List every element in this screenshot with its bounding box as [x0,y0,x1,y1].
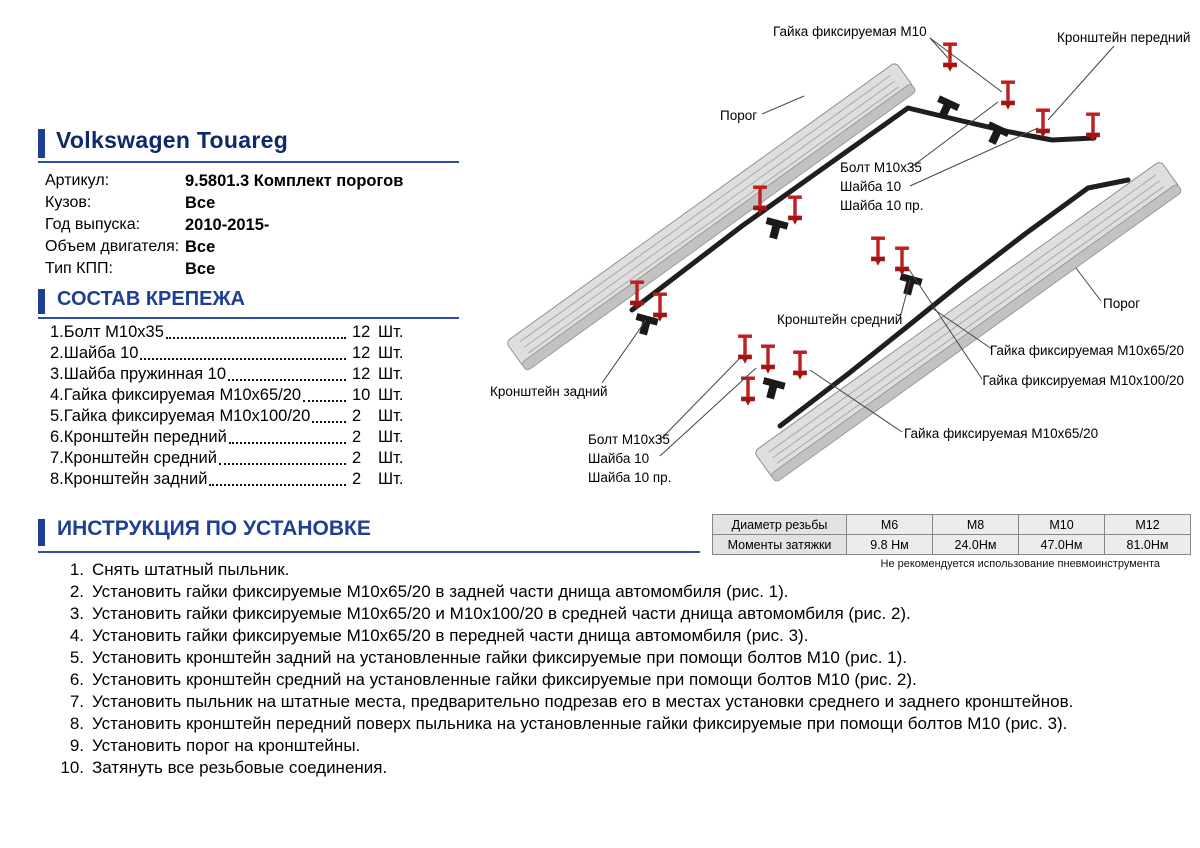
label-bolt-block-bottom [588,430,671,487]
hardware-item-qty: 10 [352,386,371,404]
hardware-item-qty: 12 [352,344,371,362]
label-bracket-rear: Кронштейн задний [490,384,608,399]
hardware-item [50,406,412,427]
step-text: Установить пыльник на штатные места, предварительно подрезав его в местах установки среднего и заднего кронштейнов. [92,692,1074,711]
hardware-item-qty: 12 [352,365,371,383]
hardware-list [50,322,412,490]
step-text: Установить кронштейн средний на установленные гайки фиксируемые при помощи болтов М10 (рис. 2). [92,670,917,689]
info-label: Артикул: [45,172,110,189]
hardware-heading: СОСТАВ КРЕПЕЖА [57,288,245,310]
instructions-heading: ИНСТРУКЦИЯ ПО УСТАНОВКЕ [57,517,371,540]
dot-leader [219,463,346,465]
step-number: 4. [69,626,84,645]
hardware-item-qty: 2 [352,449,362,467]
hardware-item-unit: Шт. [378,449,404,467]
step-number: 2. [69,582,84,601]
hardware-item-name: 8.Кронштейн задний [50,470,208,488]
fixing-clamp-icon [788,197,802,225]
fixing-clamp-icon [1036,110,1050,138]
info-row-gearbox [45,258,465,280]
step-text: Установить гайки фиксируемые М10х65/20 и М10х100/20 в средней части днища автомомбиля (рис. 2). [92,604,911,623]
dot-leader [229,442,346,444]
product-info [45,170,465,280]
step-text: Затянуть все резьбовые соединения. [92,758,388,777]
dot-leader [303,400,346,402]
step-number: 10. [60,758,84,777]
fixing-clamp-icon [741,378,755,406]
mounting-rail-bottom [780,180,1128,426]
torque-cell: 24.0Нм [933,535,1019,555]
fixing-clamp-icon [871,238,885,266]
torque-cell: 81.0Нм [1105,535,1191,555]
instruction-step [58,757,1192,779]
label-bracket-middle: Кронштейн средний [777,312,903,327]
hardware-item [50,469,412,490]
label-bolt-line: Болт М10х35 [588,432,670,447]
hardware-underline [38,317,459,319]
dot-leader [312,421,346,423]
instruction-steps [58,559,1192,779]
step-number: 5. [69,648,84,667]
dot-leader [140,358,346,360]
bracket-icon [759,377,785,401]
label-bolt-line: Болт М10х35 [840,160,922,175]
info-value: 9.5801.3 Комплект порогов [185,171,404,190]
instruction-step [58,625,1192,647]
title-accent-bar [38,129,45,158]
hardware-item-unit: Шт. [378,344,404,362]
instruction-step [58,691,1192,713]
hardware-item [50,448,412,469]
hardware-item-qty: 2 [352,407,362,425]
instruction-step [58,735,1192,757]
step-number: 8. [69,714,84,733]
fixing-clamp-icon [761,346,775,374]
hardware-item-name: 7.Кронштейн средний [50,449,217,467]
torque-note: Не рекомендуется использование пневмоинструмента [880,558,1160,570]
step-number: 6. [69,670,84,689]
dot-leader [228,379,346,381]
hardware-item [50,427,412,448]
hardware-item [50,364,412,385]
torque-cell: М10 [1019,515,1105,535]
info-label: Кузов: [45,194,92,211]
instruction-step [58,713,1192,735]
step-number: 7. [69,692,84,711]
installation-diagram [480,8,1192,508]
hardware-item-qty: 2 [352,470,362,488]
info-value: 2010-2015- [185,215,270,234]
label-nut-m10: Гайка фиксируемая М10 [773,24,927,39]
info-label: Год выпуска: [45,216,141,233]
label-nut-65-bottom: Гайка фиксируемая М10х65/20 [904,426,1099,441]
instruction-step [58,603,1192,625]
label-bracket-front: Кронштейн передний [1057,30,1191,45]
fixing-clamp-icon [793,352,807,380]
info-row-article [45,170,465,192]
bracket-icon [896,273,922,297]
label-spring-washer-line: Шайба 10 пр. [588,470,672,485]
hardware-item-unit: Шт. [378,323,404,341]
instruction-step [58,559,1192,581]
hardware-item-unit: Шт. [378,386,404,404]
torque-cell: Моменты затяжки [713,535,847,555]
label-spring-washer-line: Шайба 10 пр. [840,198,924,213]
label-washer-line: Шайба 10 [840,179,902,194]
instruction-step [58,647,1192,669]
step-number: 3. [69,604,84,623]
label-sill-top: Порог [720,108,758,123]
hardware-item-qty: 2 [352,428,362,446]
info-value: Все [185,259,216,278]
step-text: Установить гайки фиксируемые М10х65/20 в передней части днища автомомбиля (рис. 3). [92,626,809,645]
hardware-item-name: 6.Кронштейн передний [50,428,227,446]
torque-cell: М12 [1105,515,1191,535]
label-washer-line: Шайба 10 [588,451,650,466]
info-value: Все [185,237,216,256]
instructions-underline [38,551,700,553]
bracket-icon [762,217,788,241]
dot-leader [166,337,346,339]
step-text: Снять штатный пыльник. [92,560,290,579]
dot-leader [209,484,346,486]
title-underline [38,161,459,163]
step-text: Установить кронштейн задний на установленные гайки фиксируемые при помощи болтов М10 (рис. 1). [92,648,907,667]
label-nut-100-right: Гайка фиксируемая М10х100/20 [982,373,1184,388]
label-bolt-block-top [840,158,923,215]
instructions-accent-bar [38,519,45,546]
instruction-step [58,581,1192,603]
hardware-item-unit: Шт. [378,407,404,425]
info-value: Все [185,193,216,212]
step-text: Установить гайки фиксируемые М10х65/20 в задней части днища автомомбиля (рис. 1). [92,582,789,601]
fixing-clamp-icon [738,336,752,364]
info-label: Тип КПП: [45,260,113,277]
step-text: Установить порог на кронштейны. [92,736,361,755]
hardware-item [50,343,412,364]
hardware-item-unit: Шт. [378,428,404,446]
torque-table-row [713,535,1191,555]
info-row-engine [45,236,465,258]
hardware-item-unit: Шт. [378,365,404,383]
hardware-accent-bar [38,289,45,314]
hardware-item [50,322,412,343]
hardware-item-name: 4.Гайка фиксируемая М10х65/20 [50,386,302,404]
fixing-clamp-icon [895,248,909,276]
fixing-clamp-icon [943,44,957,72]
hardware-item [50,385,412,406]
label-sill-bottom: Порог [1103,296,1141,311]
hardware-item-name: 2.Шайба 10 [50,344,139,362]
info-label: Объем двигателя: [45,238,180,255]
step-number: 9. [69,736,84,755]
step-number: 1. [69,560,84,579]
torque-cell: 9.8 Нм [847,535,933,555]
hardware-item-unit: Шт. [378,470,404,488]
hardware-item-name: 1.Болт М10х35 [50,323,164,341]
hardware-item-qty: 12 [352,323,371,341]
torque-cell: 47.0Нм [1019,535,1105,555]
instruction-step [58,669,1192,691]
info-row-year [45,214,465,236]
torque-cell: М8 [933,515,1019,535]
label-nut-65-right: Гайка фиксируемая М10х65/20 [989,343,1184,358]
hardware-item-name: 3.Шайба пружинная 10 [50,365,226,383]
page-title: Volkswagen Touareg [56,127,289,153]
fixing-clamp-icon [1001,82,1015,110]
fixing-clamp-icon [653,294,667,322]
step-text: Установить кронштейн передний поверх пыльника на установленные гайки фиксируемые при помощи болтов М10 (рис. 3). [92,714,1068,733]
info-row-body [45,192,465,214]
torque-cell: Диаметр резьбы [713,515,847,535]
torque-table [712,514,1191,555]
hardware-item-name: 5.Гайка фиксируемая М10х100/20 [50,407,311,425]
torque-table-row [713,515,1191,535]
torque-cell: М6 [847,515,933,535]
